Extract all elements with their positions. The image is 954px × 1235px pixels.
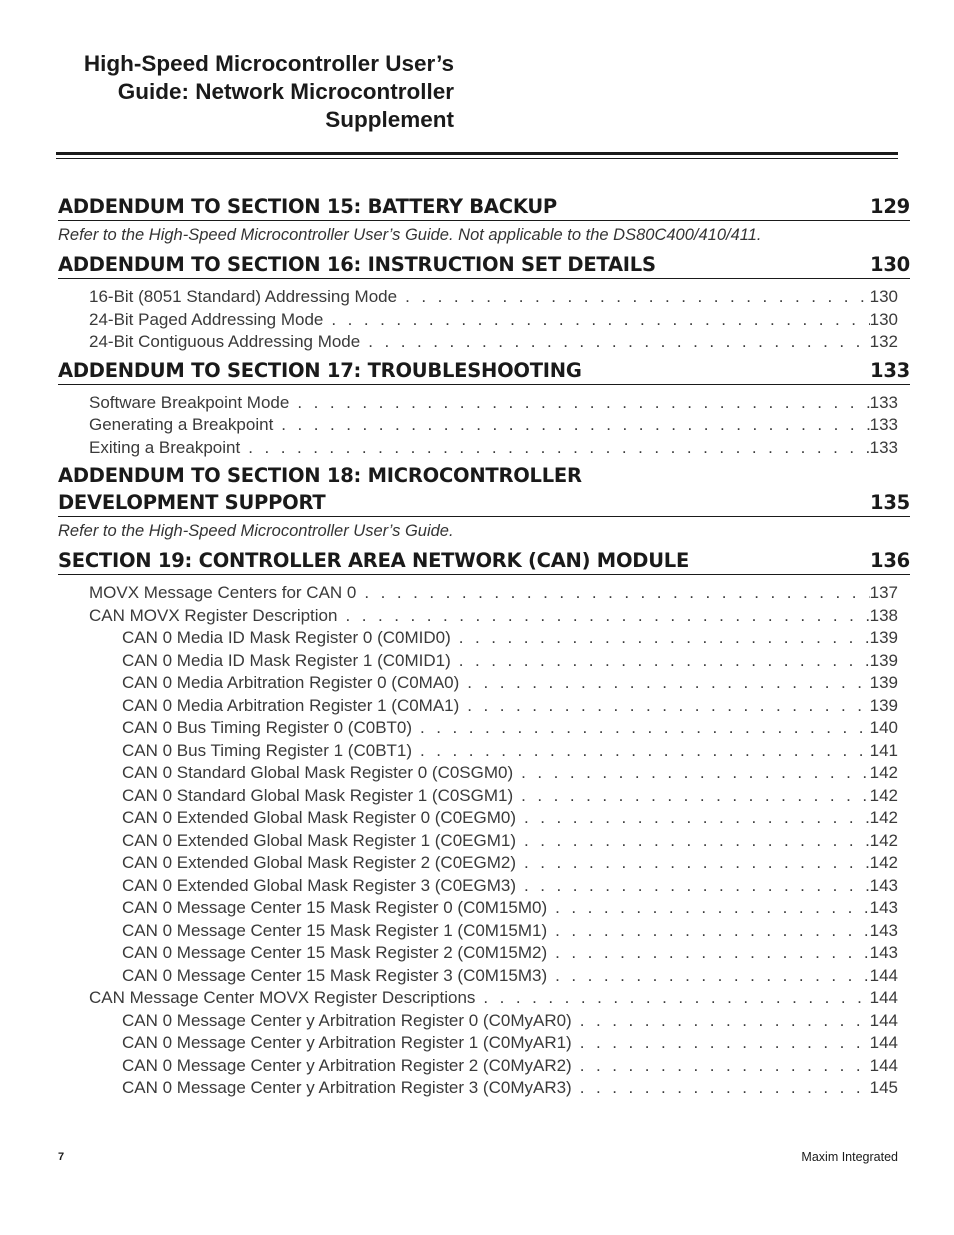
document-title-line: Supplement	[325, 107, 454, 132]
toc-dot-leader	[368, 331, 869, 354]
toc-dot-leader	[580, 1055, 870, 1078]
toc-entry-label: Generating a Breakpoint	[89, 415, 274, 434]
toc-entry[interactable]	[58, 807, 910, 830]
toc-entry-page-number: 142	[869, 830, 898, 850]
toc-entry-label: CAN 0 Message Center 15 Mask Register 3 (C0M15M3)	[122, 965, 548, 985]
toc-entry[interactable]	[58, 437, 910, 460]
toc-entry-label: CAN 0 Media ID Mask Register 0 (C0MID0)	[122, 628, 451, 647]
toc-dot-leader	[420, 740, 870, 763]
toc-entry[interactable]	[58, 717, 910, 740]
toc-section-heading[interactable]	[58, 251, 910, 279]
toc-entry-page-number: 133	[869, 392, 898, 412]
toc-entry[interactable]	[58, 650, 910, 673]
toc-section-page-number: 130	[870, 253, 910, 276]
toc-entry-label: CAN 0 Standard Global Mask Register 0 (C0SGM0)	[122, 763, 514, 782]
toc-entry-label: CAN 0 Media Arbitration Register 1 (C0MA1)	[122, 695, 460, 715]
toc-dot-leader	[281, 414, 869, 437]
toc-entry[interactable]	[58, 414, 910, 437]
toc-entry-label: Exiting a Breakpoint	[89, 437, 241, 457]
toc-entry[interactable]	[58, 830, 910, 853]
toc-entry-page-number: 138	[869, 605, 898, 625]
toc-entry-label: CAN 0 Message Center 15 Mask Register 2 (C0M15M2)	[122, 943, 548, 962]
header-rule-thin	[56, 158, 898, 159]
toc-entry-page-number: 144	[869, 1033, 898, 1052]
toc-entry-page-number: 133	[869, 437, 898, 457]
footer-company: Maxim Integrated	[801, 1150, 898, 1164]
toc-entry-label: CAN 0 Message Center y Arbitration Register 2 (C0MyAR2)	[122, 1055, 572, 1075]
toc-entry-page-number: 142	[869, 785, 898, 805]
toc-section-page-number: 133	[870, 358, 910, 382]
toc-section-heading-text: ADDENDUM TO SECTION 15: BATTERY BACKUP	[58, 195, 557, 218]
toc-entry[interactable]	[58, 627, 910, 650]
toc-entry-page-number: 137	[869, 583, 898, 602]
toc-entry[interactable]	[58, 875, 910, 898]
toc-entry[interactable]	[58, 582, 910, 605]
toc-section-page-number: 136	[870, 549, 910, 572]
toc-section-page-number: 135	[870, 491, 910, 514]
toc-dot-leader	[459, 650, 870, 673]
toc-section-heading-text: ADDENDUM TO SECTION 16: INSTRUCTION SET DETAILS	[58, 253, 656, 276]
toc-entry[interactable]	[58, 1010, 910, 1033]
toc-entry-page-number: 143	[869, 943, 898, 962]
toc-dot-leader	[580, 1077, 870, 1100]
toc-entry-page-number: 133	[869, 415, 898, 434]
toc-entry[interactable]	[58, 942, 910, 965]
toc-entry-page-number: 139	[869, 695, 898, 715]
toc-entry-page-number: 141	[869, 740, 898, 760]
toc-entry[interactable]	[58, 762, 910, 785]
toc-section-heading-text: ADDENDUM TO SECTION 18: MICROCONTROLLER	[58, 464, 582, 487]
toc-entry[interactable]	[58, 695, 910, 718]
toc-entry-label: CAN 0 Extended Global Mask Register 0 (C0EGM0)	[122, 808, 516, 827]
toc-dot-leader	[467, 695, 869, 718]
toc-dot-leader	[555, 965, 869, 988]
toc-dot-leader	[555, 897, 869, 920]
toc-entry[interactable]	[58, 785, 910, 808]
toc-entry-page-number: 143	[869, 898, 898, 917]
toc-entry[interactable]	[58, 672, 910, 695]
toc-entry[interactable]	[58, 897, 910, 920]
toc-entry-label: 24-Bit Contiguous Addressing Mode	[89, 332, 361, 351]
header-rule-thick	[56, 152, 898, 155]
toc-section-heading[interactable]	[58, 462, 910, 517]
toc-dot-leader	[364, 582, 869, 605]
toc-entry-page-number: 142	[869, 808, 898, 827]
toc-entry-label: CAN 0 Extended Global Mask Register 3 (C0EGM3)	[122, 875, 516, 895]
toc-dot-leader	[420, 717, 870, 740]
toc-entry[interactable]	[58, 286, 910, 309]
toc-dot-leader	[555, 920, 869, 943]
toc-entry-page-number: 139	[869, 673, 898, 692]
toc-entry-label: CAN 0 Message Center y Arbitration Register 0 (C0MyAR0)	[122, 1010, 572, 1030]
toc-entry[interactable]	[58, 309, 910, 332]
toc-dot-leader	[483, 987, 869, 1010]
toc-section-heading-text: DEVELOPMENT SUPPORT	[58, 491, 326, 514]
toc-section-heading[interactable]	[58, 547, 910, 575]
toc-entry-label: CAN 0 Media ID Mask Register 1 (C0MID1)	[122, 650, 451, 670]
toc-entry-list	[58, 286, 910, 354]
toc-entry-label: CAN 0 Extended Global Mask Register 1 (C0EGM1)	[122, 830, 516, 850]
toc-dot-leader	[248, 437, 869, 460]
document-title	[40, 50, 454, 134]
toc-entry-page-number: 139	[869, 650, 898, 670]
toc-section-page-number: 129	[870, 195, 910, 218]
toc-entry[interactable]	[58, 740, 910, 763]
toc-entry-page-number: 140	[869, 718, 898, 737]
toc-entry-page-number: 139	[869, 628, 898, 647]
toc-entry-page-number: 144	[869, 1055, 898, 1075]
toc-section-heading[interactable]	[58, 193, 910, 221]
toc-entry-page-number: 130	[869, 287, 898, 306]
toc-entry[interactable]	[58, 1055, 910, 1078]
toc-entry[interactable]	[58, 920, 910, 943]
toc-entry[interactable]	[58, 331, 910, 354]
toc-entry[interactable]	[58, 1032, 910, 1055]
toc-entry-page-number: 143	[869, 920, 898, 940]
toc-entry-page-number: 144	[869, 988, 898, 1007]
toc-entry-page-number: 142	[869, 763, 898, 782]
toc-entry-page-number: 142	[869, 853, 898, 872]
toc-dot-leader	[524, 852, 870, 875]
toc-entry-page-number: 144	[869, 965, 898, 985]
toc-entry-label: CAN 0 Message Center y Arbitration Register 1 (C0MyAR1)	[122, 1033, 572, 1052]
toc-dot-leader	[524, 830, 870, 853]
toc-dot-leader	[331, 309, 869, 332]
toc-section-heading-text: ADDENDUM TO SECTION 17: TROUBLESHOOTING	[58, 358, 582, 382]
footer-page-number: 7	[58, 1151, 65, 1163]
toc-dot-leader	[467, 672, 869, 695]
toc-entry-page-number: 130	[869, 309, 898, 329]
toc-entry-label: CAN 0 Message Center 15 Mask Register 1 (C0M15M1)	[122, 920, 548, 940]
toc-entry-label: CAN 0 Message Center 15 Mask Register 0 (C0M15M0)	[122, 898, 548, 917]
toc-dot-leader	[297, 392, 869, 415]
toc-entry-label: CAN 0 Message Center y Arbitration Register 3 (C0MyAR3)	[122, 1078, 572, 1097]
toc-entry-label: CAN MOVX Register Description	[89, 605, 338, 625]
toc-dot-leader	[580, 1032, 870, 1055]
toc-entry[interactable]	[58, 1077, 910, 1100]
toc-entry-label: 24-Bit Paged Addressing Mode	[89, 309, 324, 329]
toc-entry-page-number: 143	[869, 875, 898, 895]
toc-dot-leader	[524, 875, 870, 898]
toc-dot-leader	[345, 605, 869, 628]
toc-entry-page-number: 144	[869, 1010, 898, 1030]
toc-dot-leader	[524, 807, 870, 830]
toc-dot-leader	[580, 1010, 870, 1033]
toc-entry-label: 16-Bit (8051 Standard) Addressing Mode	[89, 287, 398, 306]
toc-section-note: Refer to the High-Speed Microcontroller User’s Guide. Not applicable to the DS80C400/410/411.	[58, 226, 762, 244]
toc-entry-label: CAN 0 Media Arbitration Register 0 (C0MA0)	[122, 673, 460, 692]
toc-entry[interactable]	[58, 965, 910, 988]
toc-dot-leader	[555, 942, 869, 965]
toc-entry-label: CAN 0 Bus Timing Register 0 (C0BT0)	[122, 718, 413, 737]
toc-dot-leader	[405, 286, 870, 309]
document-title-line: High-Speed Microcontroller User’s	[83, 51, 454, 76]
toc-entry[interactable]	[58, 852, 910, 875]
toc-section-heading[interactable]	[58, 357, 910, 385]
table-of-contents	[58, 193, 910, 1103]
toc-entry-list	[58, 582, 910, 1100]
toc-entry-label: CAN Message Center MOVX Register Descriptions	[89, 988, 476, 1007]
toc-dot-leader	[521, 762, 869, 785]
toc-entry-label: CAN 0 Extended Global Mask Register 2 (C0EGM2)	[122, 853, 516, 872]
document-title-line: Guide: Network Microcontroller	[117, 79, 454, 104]
toc-dot-leader	[459, 627, 870, 650]
toc-entry[interactable]	[58, 605, 910, 628]
toc-entry[interactable]	[58, 987, 910, 1010]
toc-section-note: Refer to the High-Speed Microcontroller User’s Guide.	[58, 522, 454, 540]
toc-entry-label: Software Breakpoint Mode	[89, 392, 290, 412]
toc-dot-leader	[521, 785, 869, 808]
toc-entry-page-number: 145	[869, 1078, 898, 1097]
toc-entry-page-number: 132	[869, 332, 898, 351]
toc-entry-label: CAN 0 Standard Global Mask Register 1 (C0SGM1)	[122, 785, 514, 805]
toc-entry-label: MOVX Message Centers for CAN 0	[89, 583, 357, 602]
toc-section-heading-text: SECTION 19: CONTROLLER AREA NETWORK (CAN) MODULE	[58, 549, 690, 572]
toc-entry-list	[58, 392, 910, 460]
toc-entry[interactable]	[58, 392, 910, 415]
toc-entry-label: CAN 0 Bus Timing Register 1 (C0BT1)	[122, 740, 413, 760]
